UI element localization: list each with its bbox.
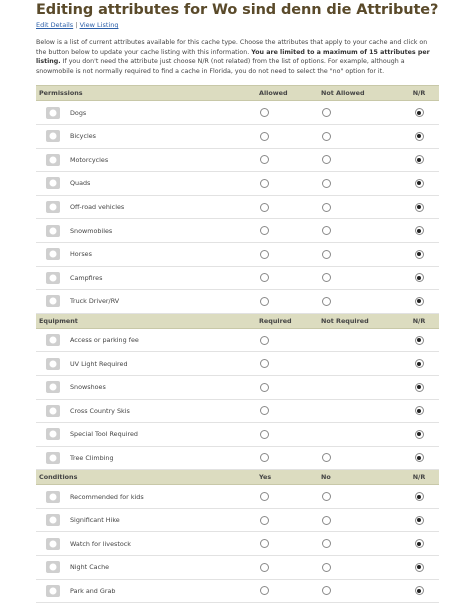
yes-cell [256,352,318,376]
yes-cell [256,172,318,196]
yes-cell [256,423,318,447]
no-radio[interactable] [322,203,331,212]
yes-radio[interactable] [260,383,269,392]
description-limit: You are limited to a maximum of 15 attributes per listing. [36,48,430,66]
attribute-icon-cell [36,148,70,172]
attribute-row [36,423,439,447]
attribute-row [36,399,439,423]
column-header-nr: N/R [399,86,439,101]
no-cell [318,172,399,196]
yes-cell [256,508,318,532]
attribute-icon-cell [36,423,70,447]
yes-cell [256,124,318,148]
no-radio[interactable] [322,179,331,188]
edit-details-link[interactable]: Edit Details [36,21,74,29]
attribute-icon-cell [36,172,70,196]
attribute-icon-cell [36,219,70,243]
nr-cell [399,446,439,470]
yes-cell [256,242,318,266]
attribute-label: Quads [70,172,256,196]
no-radio[interactable] [322,516,331,525]
horse-icon [46,248,60,260]
nr-radio[interactable] [415,563,424,572]
yes-radio[interactable] [260,226,269,235]
attribute-row [36,375,439,399]
section-title: Permissions [36,86,256,101]
yes-radio[interactable] [260,539,269,548]
yes-cell [256,556,318,580]
nr-cell [399,328,439,352]
attribute-icon-cell [36,124,70,148]
no-cell [318,508,399,532]
attribute-row [36,101,439,125]
yes-cell [256,532,318,556]
yes-radio[interactable] [260,250,269,259]
uv-light-icon [46,358,60,370]
no-cell [318,266,399,290]
attribute-label: Snowmobiles [70,219,256,243]
attribute-icon-cell [36,242,70,266]
column-header-yes: Yes [256,470,318,485]
attribute-label: Park and Grab [70,579,256,603]
skis-icon [46,405,60,417]
yes-radio[interactable] [260,359,269,368]
nr-radio[interactable] [415,108,424,117]
dollar-icon [46,334,60,346]
yes-radio[interactable] [260,492,269,501]
attribute-row [36,172,439,196]
no-cell [318,399,399,423]
no-cell [318,485,399,509]
description-text: Below is a list of current attributes available for this cache type. Choose the attributes that apply to your cache and click on the button below to update your cache listing with this information. [36,39,428,56]
no-cell [318,148,399,172]
attribute-icon-cell [36,556,70,580]
yes-cell [256,579,318,603]
column-header-no: Not Allowed [318,86,399,101]
section-header [36,86,439,101]
nr-cell [399,219,439,243]
attribute-row [36,579,439,603]
attribute-row [36,508,439,532]
park-grab-icon [46,585,60,597]
yes-cell [256,101,318,125]
nr-cell [399,195,439,219]
attribute-row [36,556,439,580]
column-header-no: Not Required [318,313,399,328]
yes-cell [256,219,318,243]
cow-icon [46,538,60,550]
nr-radio[interactable] [415,453,424,462]
attribute-row [36,446,439,470]
description-text-2: If you don't need the attribute just choose N/R (not related) from the list of options. For example, although a snowmobile is not normally required to find a cache in Florida, you do not need to select the "no" option for it. [36,58,405,75]
nr-cell [399,423,439,447]
nr-radio[interactable] [415,336,424,345]
page-links [36,21,447,29]
nr-radio[interactable] [415,203,424,212]
yes-cell [256,375,318,399]
attribute-icon-cell [36,485,70,509]
attribute-label: Special Tool Required [70,423,256,447]
nr-cell [399,579,439,603]
nr-cell [399,242,439,266]
hiker-icon [46,514,60,526]
attribute-label: Watch for livestock [70,532,256,556]
yes-cell [256,148,318,172]
nr-cell [399,290,439,314]
yes-cell [256,266,318,290]
attribute-icon-cell [36,101,70,125]
attribute-label: Horses [70,242,256,266]
attribute-label: Bicycles [70,124,256,148]
no-radio[interactable] [322,273,331,282]
nr-cell [399,556,439,580]
nr-cell [399,485,439,509]
nr-radio[interactable] [415,516,424,525]
nr-cell [399,352,439,376]
attribute-row [36,485,439,509]
yes-radio[interactable] [260,586,269,595]
yes-radio[interactable] [260,203,269,212]
nr-radio[interactable] [415,430,424,439]
attribute-icon-cell [36,508,70,532]
yes-radio[interactable] [260,453,269,462]
attribute-label: Truck Driver/RV [70,290,256,314]
column-header-yes: Required [256,313,318,328]
attribute-icon-cell [36,579,70,603]
no-cell [318,446,399,470]
nr-radio[interactable] [415,383,424,392]
nr-radio[interactable] [415,273,424,282]
no-radio[interactable] [322,132,331,141]
section-title: Equipment [36,313,256,328]
attribute-label: Motorcycles [70,148,256,172]
no-radio[interactable] [322,539,331,548]
yes-radio[interactable] [260,336,269,345]
no-cell [318,532,399,556]
attribute-label: Significant Hike [70,508,256,532]
attribute-label: Dogs [70,101,256,125]
nr-radio[interactable] [415,132,424,141]
attribute-icon-cell [36,328,70,352]
no-cell [318,556,399,580]
yes-radio[interactable] [260,155,269,164]
attribute-label: Night Cache [70,556,256,580]
nr-radio[interactable] [415,155,424,164]
attribute-row [36,352,439,376]
no-radio[interactable] [322,250,331,259]
nr-radio[interactable] [415,492,424,501]
nr-radio[interactable] [415,297,424,306]
nr-radio[interactable] [415,250,424,259]
column-header-yes: Allowed [256,86,318,101]
yes-cell [256,485,318,509]
attribute-icon-cell [36,446,70,470]
no-cell [318,242,399,266]
yes-radio[interactable] [260,273,269,282]
column-header-no: No [318,470,399,485]
attribute-icon-cell [36,195,70,219]
no-radio[interactable] [322,108,331,117]
yes-radio[interactable] [260,132,269,141]
nr-radio[interactable] [415,179,424,188]
no-cell [318,579,399,603]
attribute-row [36,242,439,266]
nr-cell [399,266,439,290]
attribute-row [36,266,439,290]
no-radio[interactable] [322,297,331,306]
attribute-row [36,328,439,352]
tree-icon [46,452,60,464]
no-cell [318,328,399,352]
attribute-label: Off-road vehicles [70,195,256,219]
yes-radio[interactable] [260,430,269,439]
no-radio[interactable] [322,453,331,462]
column-header-nr: N/R [399,470,439,485]
attribute-icon-cell [36,290,70,314]
campfire-icon [46,272,60,284]
no-radio[interactable] [322,226,331,235]
nr-cell [399,508,439,532]
yes-radio[interactable] [260,406,269,415]
nr-cell [399,532,439,556]
section-header [36,470,439,485]
column-header-nr: N/R [399,313,439,328]
attribute-row [36,148,439,172]
no-cell [318,290,399,314]
no-cell [318,124,399,148]
no-radio[interactable] [322,492,331,501]
attribute-label: Cross Country Skis [70,399,256,423]
yes-radio[interactable] [260,563,269,572]
nr-cell [399,375,439,399]
attribute-row [36,290,439,314]
quad-icon [46,177,60,189]
attribute-row [36,219,439,243]
description [36,38,436,76]
page-title: Editing attributes for Wo sind denn die Attribute? [36,2,439,18]
yes-radio[interactable] [260,297,269,306]
yes-radio[interactable] [260,179,269,188]
attribute-label: Recommended for kids [70,485,256,509]
nr-cell [399,101,439,125]
nr-cell [399,148,439,172]
nr-cell [399,399,439,423]
no-cell [318,423,399,447]
attribute-icon-cell [36,532,70,556]
snowmobile-icon [46,225,60,237]
no-radio[interactable] [322,155,331,164]
yes-cell [256,195,318,219]
nr-radio[interactable] [415,226,424,235]
nr-radio[interactable] [415,586,424,595]
snowshoes-icon [46,381,60,393]
nr-cell [399,124,439,148]
yes-radio[interactable] [260,516,269,525]
attributes-table [36,85,439,603]
special-tool-icon [46,428,60,440]
attribute-icon-cell [36,375,70,399]
attribute-label: Snowshoes [70,375,256,399]
yes-cell [256,399,318,423]
attribute-label: Access or parking fee [70,328,256,352]
no-cell [318,101,399,125]
attribute-label: Campfires [70,266,256,290]
nr-radio[interactable] [415,359,424,368]
no-cell [318,375,399,399]
no-cell [318,219,399,243]
night-icon [46,561,60,573]
dog-icon [46,107,60,119]
nr-radio[interactable] [415,539,424,548]
section-header [36,313,439,328]
no-cell [318,352,399,376]
bicycle-icon [46,130,60,142]
section-title: Conditions [36,470,256,485]
nr-cell [399,172,439,196]
no-radio[interactable] [322,586,331,595]
link-separator: | [75,21,78,29]
yes-cell [256,446,318,470]
attribute-row [36,195,439,219]
no-cell [318,195,399,219]
motorcycle-icon [46,154,60,166]
truck-rv-icon [46,295,60,307]
yes-cell [256,328,318,352]
offroad-vehicle-icon [46,201,60,213]
kids-icon [46,491,60,503]
yes-cell [256,290,318,314]
no-radio[interactable] [322,563,331,572]
attribute-row [36,124,439,148]
nr-radio[interactable] [415,406,424,415]
attribute-label: Tree Climbing [70,446,256,470]
attribute-icon-cell [36,266,70,290]
attribute-icon-cell [36,399,70,423]
view-listing-link[interactable]: View Listing [79,21,119,29]
attribute-label: UV Light Required [70,352,256,376]
attribute-row [36,532,439,556]
yes-radio[interactable] [260,108,269,117]
attribute-icon-cell [36,352,70,376]
